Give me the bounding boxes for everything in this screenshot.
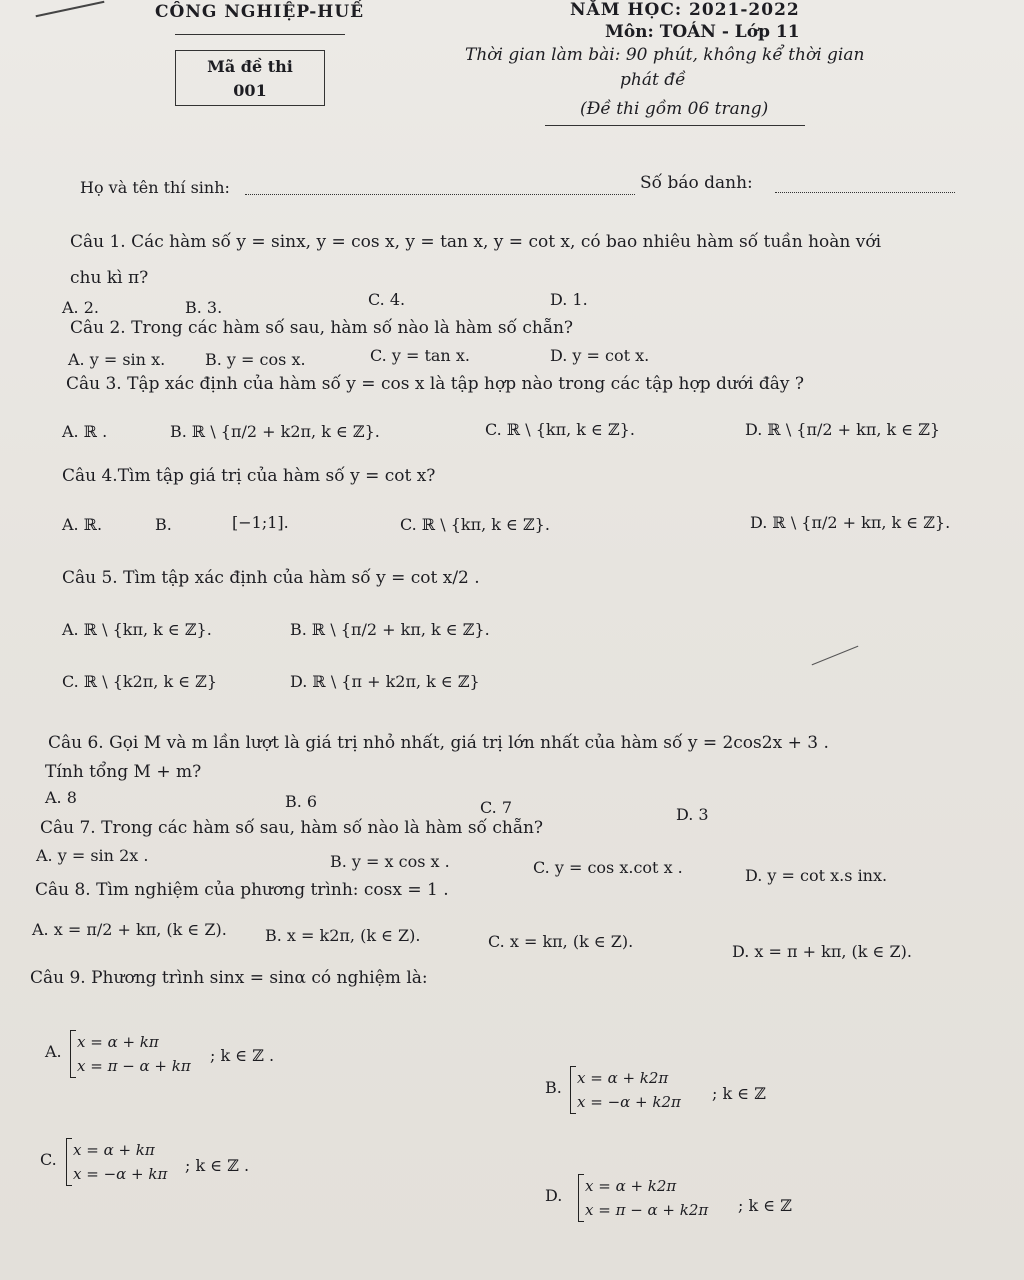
question-9-option-c-line-1: x = α + kπ: [73, 1141, 155, 1159]
question-9-option-a-tail: ; k ∈ ℤ .: [210, 1046, 275, 1065]
question-2-option-d[interactable]: D. y = cot x.: [550, 346, 650, 365]
question-9-option-d-system[interactable]: [578, 1174, 708, 1222]
question-9-option-b-label[interactable]: B.: [545, 1078, 562, 1097]
question-3-text: Câu 3. Tập xác định của hàm số y = cos x là tập hợp nào trong các tập hợp dưới đây ?: [66, 374, 805, 394]
question-1-option-c[interactable]: C. 4.: [368, 290, 406, 309]
school-name: CÔNG NGHIỆP-HUẾ: [155, 2, 365, 22]
question-2-option-c[interactable]: C. y = tan x.: [370, 346, 470, 365]
question-3-option-c[interactable]: C. ℝ \ {kπ, k ∈ ℤ}.: [485, 420, 635, 439]
question-9-option-c-system[interactable]: [66, 1138, 167, 1186]
question-7-option-b[interactable]: B. y = x cos x .: [330, 852, 450, 871]
question-9-option-a-label[interactable]: A.: [45, 1042, 62, 1061]
question-7-text: Câu 7. Trong các hàm số sau, hàm số nào là hàm số chẵn?: [40, 818, 544, 838]
question-4-text: Câu 4.Tìm tập giá trị của hàm số y = cot x?: [62, 466, 436, 486]
question-1-option-b[interactable]: B. 3.: [185, 298, 223, 317]
student-name-field[interactable]: [245, 180, 635, 195]
school-underline: [175, 34, 345, 35]
question-6-option-d[interactable]: D. 3: [676, 805, 709, 824]
question-8-option-b[interactable]: B. x = k2π, (k ∈ Z).: [265, 926, 421, 945]
question-6-option-a[interactable]: A. 8: [45, 788, 77, 807]
question-8-option-a[interactable]: A. x = π/2 + kπ, (k ∈ Z).: [32, 920, 227, 939]
question-4-option-b[interactable]: [−1;1].: [232, 513, 289, 532]
page-count: (Đề thi gồm 06 trang): [580, 99, 769, 119]
question-9-option-c-label[interactable]: C.: [40, 1150, 57, 1169]
question-1-option-d[interactable]: D. 1.: [550, 290, 588, 309]
question-6-text-cont: Tính tổng M + m?: [45, 762, 202, 782]
question-9-option-a-system[interactable]: [70, 1030, 191, 1078]
subject-line: Môn: TOÁN - Lớp 11: [605, 22, 800, 42]
student-id-label: Số báo danh:: [640, 173, 753, 193]
question-5-option-a[interactable]: A. ℝ \ {kπ, k ∈ ℤ}.: [62, 620, 212, 639]
exam-code-box: [175, 50, 325, 106]
time-line-1: Thời gian làm bài: 90 phút, không kể thời gian: [465, 45, 865, 65]
question-1-text-cont: chu kì π?: [70, 268, 149, 288]
question-9-option-b-tail: ; k ∈ ℤ: [712, 1084, 766, 1103]
question-6-option-b[interactable]: B. 6: [285, 792, 318, 811]
question-2-option-a[interactable]: A. y = sin x.: [68, 350, 166, 369]
question-5-option-b[interactable]: B. ℝ \ {π/2 + kπ, k ∈ ℤ}.: [290, 620, 490, 639]
question-2-option-b[interactable]: B. y = cos x.: [205, 350, 306, 369]
question-4-option-b-label[interactable]: B.: [155, 515, 172, 534]
pages-underline: [545, 125, 805, 126]
question-3-option-b[interactable]: B. ℝ \ {π/2 + k2π, k ∈ ℤ}.: [170, 422, 380, 441]
question-2-text: Câu 2. Trong các hàm số sau, hàm số nào là hàm số chẵn?: [70, 318, 574, 338]
question-8-option-d[interactable]: D. x = π + kπ, (k ∈ Z).: [732, 942, 912, 961]
question-9-option-d-tail: ; k ∈ ℤ: [738, 1196, 792, 1215]
question-7-option-d[interactable]: D. y = cot x.s inx.: [745, 866, 888, 885]
student-name-label: Họ và tên thí sinh:: [80, 178, 230, 197]
question-4-option-a[interactable]: A. ℝ.: [62, 515, 103, 534]
question-9-option-c-tail: ; k ∈ ℤ .: [185, 1156, 250, 1175]
question-9-option-d-line-2: x = π − α + k2π: [585, 1201, 709, 1219]
question-1-text: Câu 1. Các hàm số y = sinx, y = cos x, y = tan x, y = cot x, có bao nhiêu hàm số tuần hoàn với: [70, 232, 882, 252]
question-8-text: Câu 8. Tìm nghiệm của phương trình: cosx = 1 .: [35, 880, 449, 900]
question-4-option-c[interactable]: C. ℝ \ {kπ, k ∈ ℤ}.: [400, 515, 550, 534]
exam-code-label: Mã đề thi: [207, 57, 293, 76]
exam-code-value: 001: [233, 81, 267, 100]
question-9-text: Câu 9. Phương trình sinx = sinα có nghiệm là:: [30, 968, 428, 988]
question-9-option-a-line-2: x = π − α + kπ: [77, 1057, 191, 1075]
question-5-text: Câu 5. Tìm tập xác định của hàm số y = cot x/2 .: [62, 568, 480, 588]
decorative-stroke: [36, 1, 105, 18]
question-6-text: Câu 6. Gọi M và m lần lượt là giá trị nhỏ nhất, giá trị lớn nhất của hàm số y = 2cos2x + 3 .: [48, 733, 829, 753]
question-9-option-a-line-1: x = α + kπ: [77, 1033, 159, 1051]
question-5-option-d[interactable]: D. ℝ \ {π + k2π, k ∈ ℤ}: [290, 672, 480, 691]
question-9-option-b-system[interactable]: [570, 1066, 681, 1114]
question-9-option-c-line-2: x = −α + kπ: [73, 1165, 168, 1183]
question-1-option-a[interactable]: A. 2.: [62, 298, 99, 317]
pen-mark: [812, 646, 859, 666]
question-8-option-c[interactable]: C. x = kπ, (k ∈ Z).: [488, 932, 634, 951]
question-4-option-d[interactable]: D. ℝ \ {π/2 + kπ, k ∈ ℤ}.: [750, 513, 951, 532]
question-9-option-d-label[interactable]: D.: [545, 1186, 563, 1205]
time-line-2: phát đề: [620, 70, 686, 90]
question-3-option-d[interactable]: D. ℝ \ {π/2 + kπ, k ∈ ℤ}: [745, 420, 941, 439]
question-9-option-b-line-2: x = −α + k2π: [577, 1093, 681, 1111]
question-3-option-a[interactable]: A. ℝ .: [62, 422, 108, 441]
question-6-option-c[interactable]: C. 7: [480, 798, 513, 817]
question-9-option-d-line-1: x = α + k2π: [585, 1177, 677, 1195]
question-5-option-c[interactable]: C. ℝ \ {k2π, k ∈ ℤ}: [62, 672, 218, 691]
question-7-option-c[interactable]: C. y = cos x.cot x .: [533, 858, 683, 877]
school-year: NĂM HỌC: 2021-2022: [570, 0, 800, 20]
question-7-option-a[interactable]: A. y = sin 2x .: [36, 846, 149, 865]
student-id-field[interactable]: [775, 180, 955, 193]
question-9-option-b-line-1: x = α + k2π: [577, 1069, 669, 1087]
